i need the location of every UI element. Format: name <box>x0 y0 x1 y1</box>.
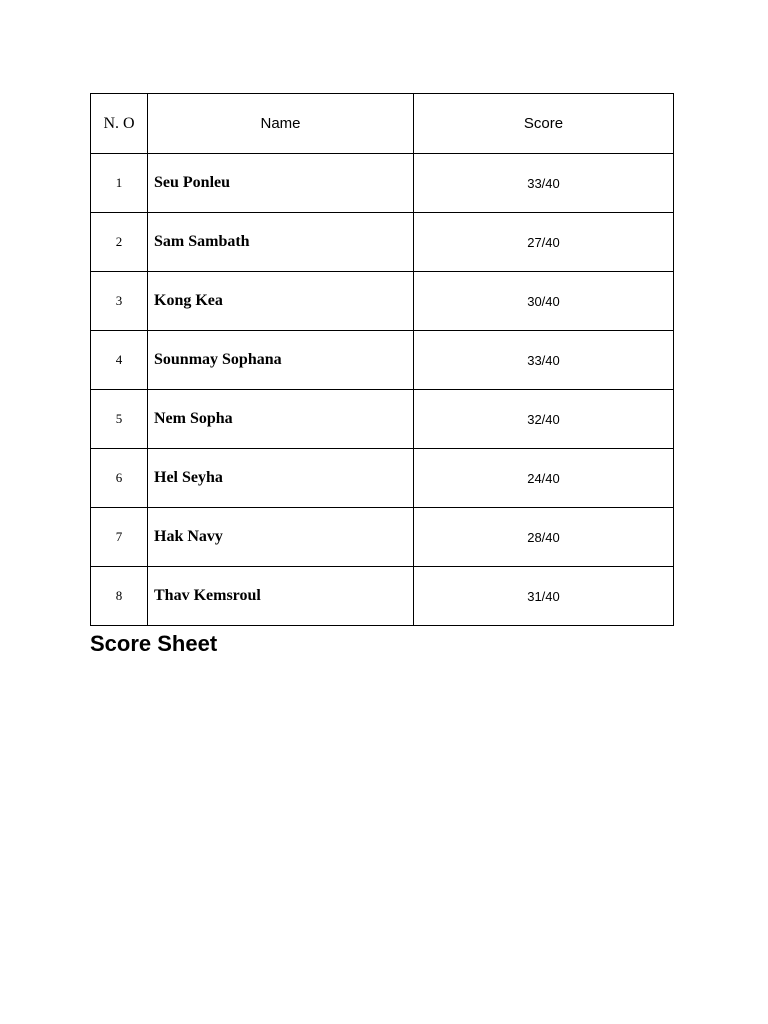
student-name: Seu Ponleu <box>148 154 414 213</box>
student-name: Sounmay Sophana <box>148 331 414 390</box>
row-number: 8 <box>91 567 148 626</box>
student-score: 32/40 <box>414 390 674 449</box>
student-name: Kong Kea <box>148 272 414 331</box>
row-number: 1 <box>91 154 148 213</box>
table-row <box>91 567 674 626</box>
row-number: 4 <box>91 331 148 390</box>
table-row <box>91 213 674 272</box>
score-table <box>90 93 674 626</box>
row-number: 5 <box>91 390 148 449</box>
student-score: 28/40 <box>414 508 674 567</box>
header-score: Score <box>414 94 674 154</box>
student-name: Sam Sambath <box>148 213 414 272</box>
student-name: Hak Navy <box>148 508 414 567</box>
table-row <box>91 272 674 331</box>
table-row <box>91 508 674 567</box>
table-row <box>91 154 674 213</box>
student-score: 27/40 <box>414 213 674 272</box>
row-number: 7 <box>91 508 148 567</box>
student-score: 33/40 <box>414 331 674 390</box>
table-row <box>91 331 674 390</box>
student-name: Nem Sopha <box>148 390 414 449</box>
student-name: Thav Kemsroul <box>148 567 414 626</box>
student-score: 33/40 <box>414 154 674 213</box>
student-name: Hel Seyha <box>148 449 414 508</box>
table-body <box>91 154 674 626</box>
row-number: 6 <box>91 449 148 508</box>
student-score: 31/40 <box>414 567 674 626</box>
header-name: Name <box>148 94 414 154</box>
header-number: N. O <box>91 94 148 154</box>
page-title: Score Sheet <box>90 631 218 656</box>
row-number: 3 <box>91 272 148 331</box>
table-header <box>91 94 674 154</box>
student-score: 24/40 <box>414 449 674 508</box>
table-row <box>91 390 674 449</box>
student-score: 30/40 <box>414 272 674 331</box>
table-row <box>91 449 674 508</box>
header-row <box>91 94 674 154</box>
row-number: 2 <box>91 213 148 272</box>
